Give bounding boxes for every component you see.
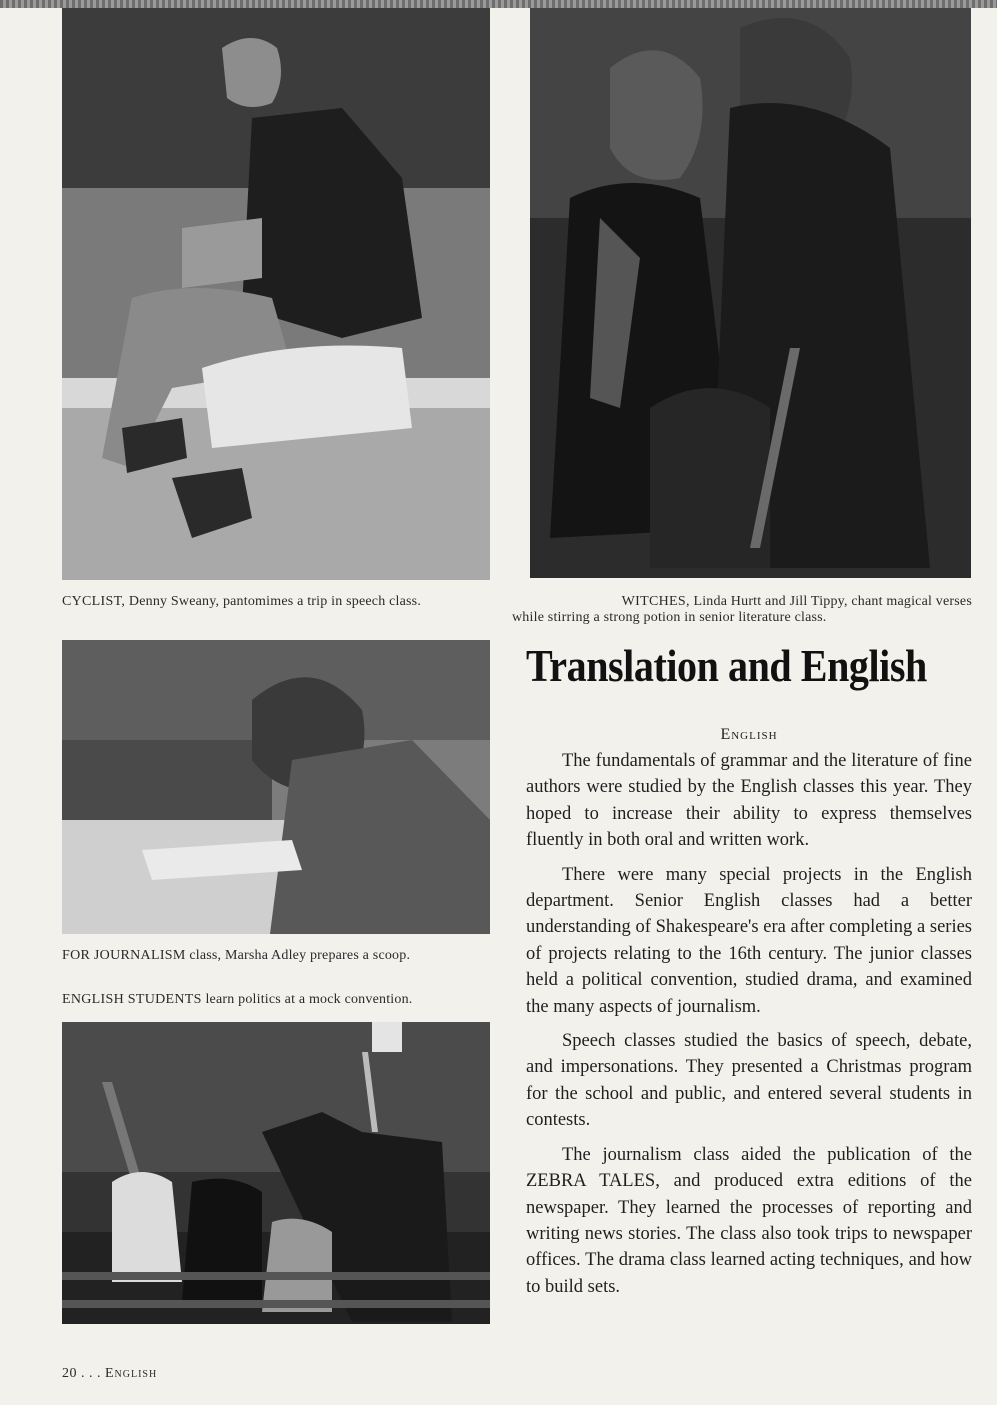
convention-caption: ENGLISH STUDENTS learn politics at a mock convention. bbox=[62, 992, 413, 1007]
journalism-caption: FOR JOURNALISM class, Marsha Adley prepares a scoop. bbox=[62, 948, 411, 963]
page-number: 20 bbox=[62, 1366, 77, 1381]
cyclist-caption: CYCLIST, Denny Sweany, pantomimes a trip in speech class. bbox=[62, 594, 422, 609]
witches-caption bbox=[512, 594, 972, 626]
footer-section: English bbox=[105, 1366, 158, 1381]
convention-photo bbox=[62, 1022, 490, 1324]
footer-separator: . . . bbox=[77, 1366, 105, 1381]
article-title: Translation and English bbox=[526, 641, 927, 691]
paragraph-4: The journalism class aided the publication of the ZEBRA TALES, and produced extra editions of the newspaper. They learned the processes of reporting and writing news stories. The class also took trips to newspaper offices. The drama class learned acting techniques, and how to build sets. bbox=[526, 1144, 972, 1297]
cyclist-photo bbox=[62, 8, 490, 580]
paragraph-3: Speech classes studied the basics of speech, debate, and impersonations. They presented a Christmas program for the school and public, and entered several students in contests. bbox=[526, 1031, 972, 1131]
section-heading: English bbox=[720, 726, 778, 743]
journalism-photo bbox=[62, 640, 490, 934]
article-body bbox=[526, 748, 972, 1308]
witches-photo bbox=[530, 8, 971, 578]
page-top-edge bbox=[0, 0, 997, 8]
page-footer bbox=[62, 1366, 157, 1382]
paragraph-2: There were many special projects in the English department. Senior English classes had a better understanding of Shakespeare's era after completing a series of projects relating to the 16th century. The junior classes held a political convention, studied drama, and examined the many aspects of journalism. bbox=[526, 864, 972, 1017]
witches-caption-line-1: WITCHES, Linda Hurtt and Jill Tippy, chant magical verses bbox=[621, 594, 972, 609]
witches-caption-line-2: while stirring a strong potion in senior literature class. bbox=[512, 610, 827, 625]
paragraph-1: The fundamentals of grammar and the literature of fine authors were studied by the English classes this year. They hoped to increase their ability to express themselves fluently in both oral and written work. bbox=[526, 751, 972, 851]
